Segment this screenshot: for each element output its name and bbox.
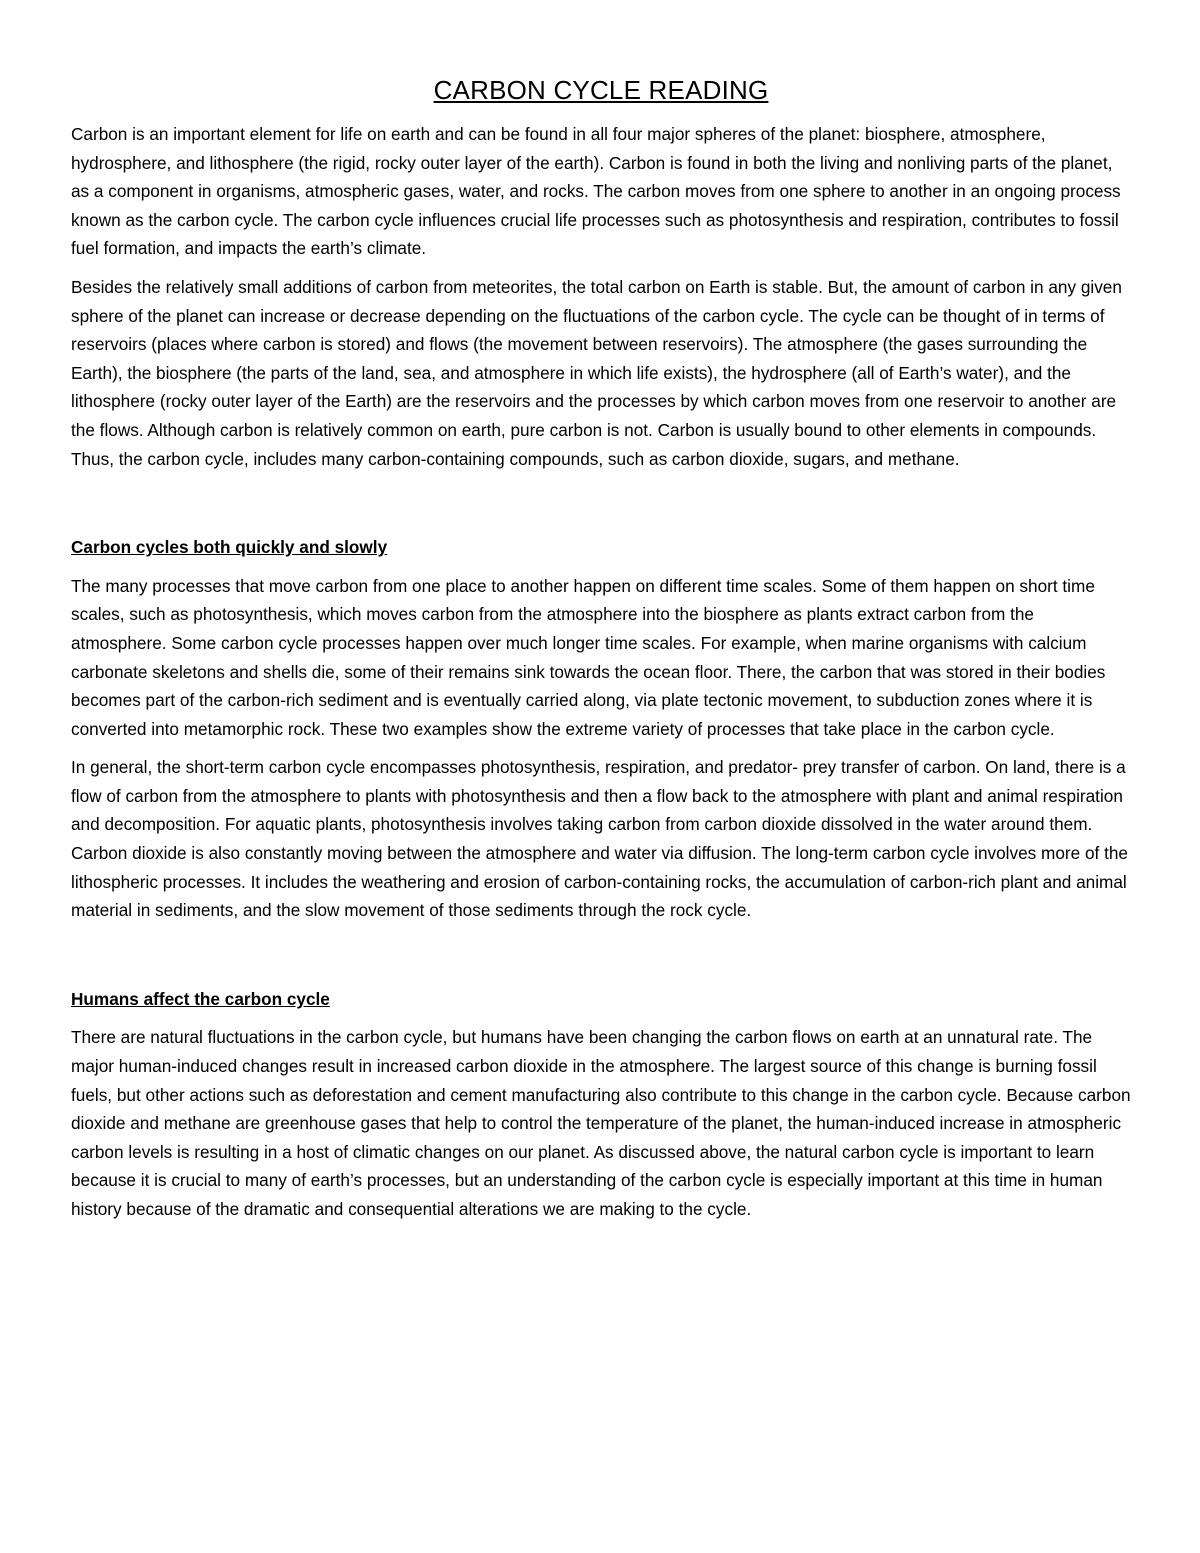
- section-humans-affect: [71, 985, 1131, 1224]
- section-heading: Carbon cycles both quickly and slowly: [71, 537, 388, 558]
- section-spacer: [71, 483, 1131, 533]
- section-paragraph: There are natural fluctuations in the carbon cycle, but humans have been changing the carbon flows on earth at an unnatural rate. The major human-induced changes result in increased carbon dioxide in the atmosphere. The largest source of this change is burning fossil fuels, but other actions such as deforestation and cement manufacturing also contribute to this change in the carbon cycle. Because carbon dioxide and methane are greenhouse gases that help to control the temperature of the planet, the human-induced increase in atmospheric carbon levels is resulting in a host of climatic changes on our planet. As discussed above, the natural carbon cycle is important to learn because it is crucial to many of earth’s processes, but an understanding of the carbon cycle is especially important at this time in human history because of the dramatic and consequential alterations we are making to the cycle.: [71, 1027, 1131, 1219]
- intro-paragraph-1: Carbon is an important element for life on earth and can be found in all four major spheres of the planet: biosphere, atmosphere, hydrosphere, and lithosphere (the rigid, rocky outer layer of the earth). Carbon is found in both the living and nonliving parts of the planet, as a component in organisms, atmospheric gases, water, and rocks. The carbon moves from one sphere to another in an ongoing process known as the carbon cycle. The carbon cycle influences crucial life processes such as photosynthesis and respiration, contributes to fossil fuel formation, and impacts the earth’s climate.: [71, 124, 1121, 259]
- section-paragraph: The many processes that move carbon from one place to another happen on different time scales. Some of them happen on short time scales, such as photosynthesis, which moves carbon from the atmosphere into the biosphere as plants extract carbon from the atmosphere. Some carbon cycle processes happen over much longer time scales. For example, when marine organisms with calcium carbonate skeletons and shells die, some of their remains sink towards the ocean floor. There, the carbon that was stored in their bodies becomes part of the carbon-rich sediment and is eventually carried along, via plate tectonic movement, to subduction zones where it is converted into metamorphic rock. These two examples show the extreme variety of processes that take place in the carbon cycle.: [71, 575, 1106, 739]
- document-title: CARBON CYCLE READING: [433, 75, 769, 105]
- section-heading: Humans affect the carbon cycle: [71, 988, 330, 1009]
- section-spacer: [71, 935, 1131, 985]
- section-paragraph: In general, the short-term carbon cycle encompasses photosynthesis, respiration, and predator- prey transfer of carbon. On land, there is a flow of carbon from the atmosphere to plants with photosynthesis and then a flow back to the atmosphere with plant and animal respiration and decomposition. For aquatic plants, photosynthesis involves taking carbon from carbon dioxide dissolved in the water around them. Carbon dioxide is also constantly moving between the atmosphere and water via diffusion. The long-term carbon cycle involves more of the lithospheric processes. It includes the weathering and erosion of carbon-containing rocks, the accumulation of carbon-rich plant and animal material in sediments, and the slow movement of those sediments through the rock cycle.: [71, 757, 1128, 921]
- section-carbon-cycles: [71, 533, 1131, 925]
- intro-paragraph-2: Besides the relatively small additions of carbon from meteorites, the total carbon on Earth is stable. But, the amount of carbon in any given sphere of the planet can increase or decrease depending on the fluctuations of the carbon cycle. The cycle can be thought of in terms of reservoirs (places where carbon is stored) and flows (the movement between reservoirs). The atmosphere (the gases surrounding the Earth), the biosphere (the parts of the land, sea, and atmosphere in which life exists), the hydrosphere (all of Earth’s water), and the lithosphere (rocky outer layer of the Earth) are the reservoirs and the processes by which carbon moves from one reservoir to another are the flows. Although carbon is relatively common on earth, pure carbon is not. Carbon is usually bound to other elements in compounds. Thus, the carbon cycle, includes many carbon-containing compounds, such as carbon dioxide, sugars, and methane.: [71, 276, 1122, 469]
- document-body: [71, 72, 1131, 1234]
